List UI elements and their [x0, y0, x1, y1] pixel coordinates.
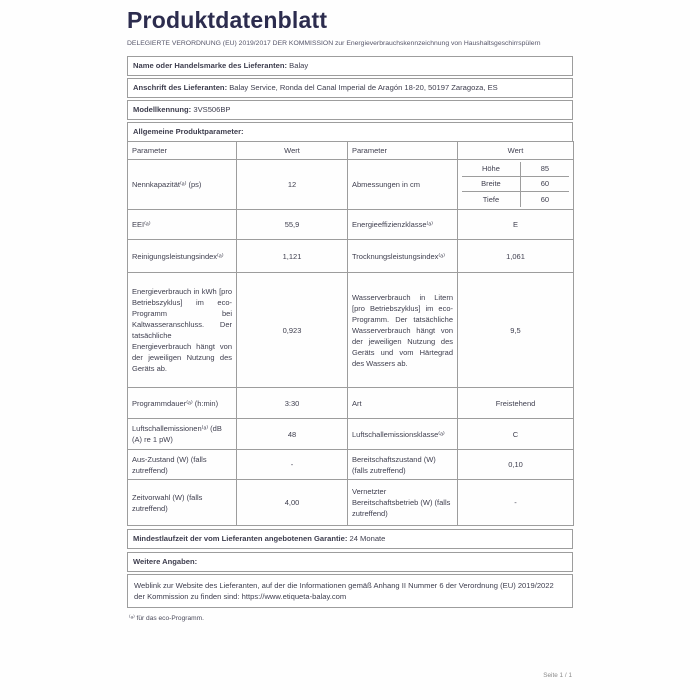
product-datasheet [127, 7, 573, 622]
dimension-row-height [462, 162, 569, 177]
general-parameters-heading [127, 122, 573, 141]
table-row [128, 159, 574, 210]
table-row [128, 240, 574, 273]
param-offmode-label: Aus-Zustand (W) (falls zutreffend) [128, 450, 237, 480]
general-parameters-title: Allgemeine Produktparameter: [133, 126, 244, 136]
guarantee-row [127, 529, 573, 549]
supplier-name-row [127, 56, 573, 76]
header-parameter-left: Parameter [128, 141, 237, 159]
param-dimensions-label: Abmessungen in cm [348, 159, 458, 210]
dimension-height-value: 85 [540, 164, 550, 174]
param-cleaning-index-label: Reinigungsleistungsindex⁽ᵃ⁾ [128, 240, 237, 273]
supplier-address-row [127, 78, 573, 98]
table-row [128, 273, 574, 388]
dimension-row-width [462, 177, 569, 192]
param-cleaning-index-value: 1,121 [237, 240, 348, 273]
more-info-label: Weitere Angaben: [133, 557, 198, 567]
header-parameter-right: Parameter [348, 141, 458, 159]
param-offmode-value: - [237, 450, 348, 480]
model-id-value: 3VS506BP [193, 104, 231, 114]
table-row [128, 480, 574, 526]
param-energy-consumption-label: Energieverbrauch in kWh [pro Betriebszyklus] im eco-Programm bei Kaltwasseranschluss. Der tatsächliche Energieverbrauch hängt von der jeweiligen Nutzung des Geräts ab. [128, 273, 237, 388]
header-wert-left: Wert [237, 141, 348, 159]
param-networked-standby-value: - [458, 480, 574, 526]
param-capacity-label: Nennkapazität⁽ᵃ⁾ (ps) [128, 159, 237, 210]
param-eei-label: EEI⁽ᵃ⁾ [128, 210, 237, 240]
supplier-address-value: Balay Service, Ronda del Canal Imperial de Aragón 18-20, 50197 Zaragoza, ES [229, 82, 498, 92]
product-parameters-table [127, 141, 574, 527]
param-drying-index-label: Trocknungsleistungsindex⁽ᵃ⁾ [348, 240, 458, 273]
supplier-name-label: Name oder Handelsmarke des Lieferanten: [133, 60, 288, 70]
eco-programme-footnote: ⁽ᵃ⁾ für das eco-Programm. [129, 615, 204, 623]
guarantee-label: Mindestlaufzeit der vom Lieferanten angebotenen Garantie: [133, 534, 348, 544]
dimension-width-value: 60 [540, 179, 550, 189]
dimension-width-label: Breite [462, 177, 521, 191]
param-networked-standby-label: Vernetzter Bereitschaftsbetrieb (W) (falls zutreffend) [348, 480, 458, 526]
param-type-label: Art [348, 388, 458, 419]
param-delaystart-value: 4,00 [237, 480, 348, 526]
supplier-address-label: Anschrift des Lieferanten: [133, 82, 228, 92]
param-duration-value: 3:30 [237, 388, 348, 419]
param-capacity-value: 12 [237, 159, 348, 210]
table-header-row [128, 141, 574, 159]
param-water-consumption-label: Wasserverbrauch in Litern [pro Betriebszyklus] im eco-Programm. Der tatsächliche Wasserverbrauch hängt von der jeweiligen Nutzung des Geräts und vom Härtegrad des Wassers ab. [348, 273, 458, 388]
param-energy-consumption-value: 0,923 [237, 273, 348, 388]
header-wert-right: Wert [458, 141, 574, 159]
guarantee-value: 24 Monate [349, 534, 386, 544]
param-noise-class-label: Luftschallemissionsklasse⁽ᵃ⁾ [348, 419, 458, 450]
dimension-depth-value: 60 [540, 195, 550, 205]
model-id-label: Modellkennung: [133, 104, 192, 114]
param-eei-value: 55,9 [237, 210, 348, 240]
page-title: Produktdatenblatt [127, 7, 328, 33]
dimension-depth-label: Tiefe [462, 192, 521, 207]
param-delaystart-label: Zeitvorwahl (W) (falls zutreffend) [128, 480, 237, 526]
param-type-value: Freistehend [458, 388, 574, 419]
weblink-row [127, 574, 573, 608]
param-noise-class-value: C [458, 419, 574, 450]
dimensions-subtable [458, 159, 574, 210]
supplier-name-value: Balay [289, 60, 309, 70]
param-energyclass-label: Energieeffizienzklasse⁽ᵃ⁾ [348, 210, 458, 240]
param-standby-value: 0,10 [458, 450, 574, 480]
table-row [128, 419, 574, 450]
weblink-text: Weblink zur Website des Lieferanten, auf der die Informationen gemäß Anhang II Nummer 6 der Verordnung (EU) 2019/2022 der Kommission zu finden sind: [134, 581, 554, 602]
dimension-height-label: Höhe [462, 162, 521, 176]
more-info-heading [127, 552, 573, 572]
param-noise-value: 48 [237, 419, 348, 450]
param-water-consumption-value: 9,5 [458, 273, 574, 388]
dimension-row-depth [462, 192, 569, 207]
param-duration-label: Programmdauer⁽ᵃ⁾ (h:min) [128, 388, 237, 419]
regulation-subtitle: DELEGIERTE VERORDNUNG (EU) 2019/2017 DER KOMMISSION zur Energieverbrauchskennzeichnung von Haushaltsgeschirrspülern [127, 40, 541, 47]
page-number: Seite 1 / 1 [543, 672, 572, 679]
table-row [128, 388, 574, 419]
table-row [128, 450, 574, 480]
param-standby-label: Bereitschaftszustand (W) (falls zutreffend) [348, 450, 458, 480]
weblink-url[interactable]: https://www.etiqueta-balay.com [241, 592, 347, 602]
table-row [128, 210, 574, 240]
param-drying-index-value: 1,061 [458, 240, 574, 273]
param-noise-label: Luftschallemissionen⁽ᵃ⁾ (dB (A) re 1 pW) [128, 419, 237, 450]
model-id-row [127, 100, 573, 120]
param-energyclass-value: E [458, 210, 574, 240]
